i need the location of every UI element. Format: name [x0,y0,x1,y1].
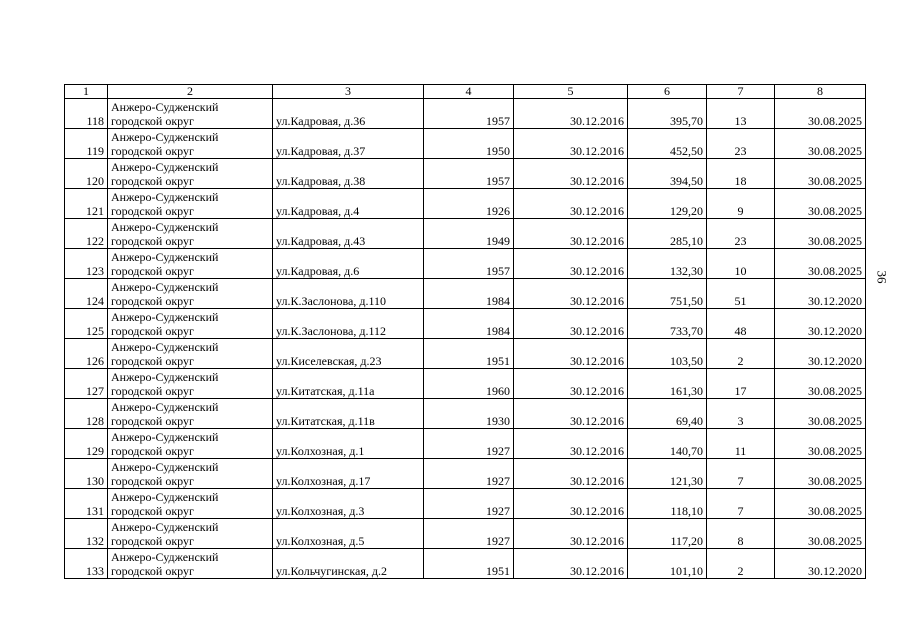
construction-year-cell: 1949 [424,219,514,249]
row-number-cell: 130 [65,459,108,489]
address-cell: ул.Кадровая, д.6 [273,249,424,279]
residents-count-cell: 23 [707,219,775,249]
area-cell: 69,40 [628,399,707,429]
address-cell: ул.Кадровая, д.43 [273,219,424,249]
housing-registry-table [64,84,866,579]
resettlement-term-cell: 30.08.2025 [775,159,866,189]
table-row [65,459,866,489]
residents-count-cell: 9 [707,189,775,219]
area-cell: 161,30 [628,369,707,399]
residents-count-cell: 51 [707,279,775,309]
table-row [65,519,866,549]
resettlement-term-cell: 30.08.2025 [775,519,866,549]
municipality-line-2: городской округ [111,564,194,578]
municipality-line-1: Анжеро-Судженский [111,280,219,294]
address-cell: ул.Китатская, д.11а [273,369,424,399]
municipality-cell [108,399,273,429]
residents-count-cell: 10 [707,249,775,279]
recognition-date-cell: 30.12.2016 [514,339,628,369]
column-number-5: 5 [514,85,628,99]
recognition-date-cell: 30.12.2016 [514,399,628,429]
address-cell: ул.Китатская, д.11в [273,399,424,429]
construction-year-cell: 1957 [424,99,514,129]
table-body [65,99,866,579]
recognition-date-cell: 30.12.2016 [514,189,628,219]
area-cell: 132,30 [628,249,707,279]
municipality-line-1: Анжеро-Судженский [111,370,219,384]
row-number-cell: 126 [65,339,108,369]
residents-count-cell: 2 [707,549,775,579]
recognition-date-cell: 30.12.2016 [514,249,628,279]
row-number-cell: 132 [65,519,108,549]
construction-year-cell: 1957 [424,159,514,189]
address-cell: ул.Колхозная, д.17 [273,459,424,489]
row-number-cell: 121 [65,189,108,219]
municipality-line-2: городской округ [111,324,194,338]
construction-year-cell: 1960 [424,369,514,399]
resettlement-term-cell: 30.08.2025 [775,129,866,159]
address-cell: ул.Кадровая, д.36 [273,99,424,129]
row-number-cell: 131 [65,489,108,519]
recognition-date-cell: 30.12.2016 [514,129,628,159]
area-cell: 103,50 [628,339,707,369]
recognition-date-cell: 30.12.2016 [514,459,628,489]
resettlement-term-cell: 30.08.2025 [775,489,866,519]
construction-year-cell: 1950 [424,129,514,159]
construction-year-cell: 1984 [424,309,514,339]
municipality-line-2: городской округ [111,384,194,398]
residents-count-cell: 3 [707,399,775,429]
municipality-line-2: городской округ [111,264,194,278]
address-cell: ул.К.Заслонова, д.110 [273,279,424,309]
column-number-row [65,85,866,99]
table-row [65,429,866,459]
resettlement-term-cell: 30.12.2020 [775,339,866,369]
area-cell: 452,50 [628,129,707,159]
construction-year-cell: 1930 [424,399,514,429]
construction-year-cell: 1951 [424,339,514,369]
construction-year-cell: 1927 [424,459,514,489]
address-cell: ул.Киселевская, д.23 [273,339,424,369]
address-cell: ул.Колхозная, д.1 [273,429,424,459]
municipality-line-1: Анжеро-Судженский [111,340,219,354]
recognition-date-cell: 30.12.2016 [514,489,628,519]
area-cell: 140,70 [628,429,707,459]
municipality-line-1: Анжеро-Судженский [111,100,219,114]
row-number-cell: 129 [65,429,108,459]
residents-count-cell: 23 [707,129,775,159]
table-row [65,339,866,369]
resettlement-term-cell: 30.08.2025 [775,459,866,489]
row-number-cell: 120 [65,159,108,189]
area-cell: 117,20 [628,519,707,549]
table-row [65,99,866,129]
resettlement-term-cell: 30.08.2025 [775,219,866,249]
column-number-3: 3 [273,85,424,99]
municipality-line-1: Анжеро-Судженский [111,490,219,504]
column-number-6: 6 [628,85,707,99]
construction-year-cell: 1926 [424,189,514,219]
row-number-cell: 118 [65,99,108,129]
municipality-cell [108,159,273,189]
residents-count-cell: 8 [707,519,775,549]
municipality-line-2: городской округ [111,414,194,428]
municipality-line-1: Анжеро-Судженский [111,430,219,444]
address-cell: ул.Кадровая, д.37 [273,129,424,159]
construction-year-cell: 1957 [424,249,514,279]
construction-year-cell: 1984 [424,279,514,309]
area-cell: 394,50 [628,159,707,189]
municipality-line-2: городской округ [111,534,194,548]
address-cell: ул.Кадровая, д.4 [273,189,424,219]
table-row [65,549,866,579]
municipality-cell [108,189,273,219]
construction-year-cell: 1951 [424,549,514,579]
page-number: 36 [874,270,890,284]
area-cell: 733,70 [628,309,707,339]
resettlement-term-cell: 30.08.2025 [775,249,866,279]
municipality-cell [108,279,273,309]
municipality-cell [108,489,273,519]
recognition-date-cell: 30.12.2016 [514,519,628,549]
recognition-date-cell: 30.12.2016 [514,549,628,579]
address-cell: ул.Колхозная, д.3 [273,489,424,519]
construction-year-cell: 1927 [424,519,514,549]
residents-count-cell: 18 [707,159,775,189]
recognition-date-cell: 30.12.2016 [514,429,628,459]
municipality-cell [108,309,273,339]
recognition-date-cell: 30.12.2016 [514,369,628,399]
municipality-line-2: городской округ [111,474,194,488]
column-number-7: 7 [707,85,775,99]
municipality-cell [108,249,273,279]
column-number-2: 2 [108,85,273,99]
resettlement-term-cell: 30.08.2025 [775,429,866,459]
address-cell: ул.Кадровая, д.38 [273,159,424,189]
municipality-line-2: городской округ [111,444,194,458]
table-row [65,489,866,519]
table-row [65,279,866,309]
municipality-line-1: Анжеро-Судженский [111,400,219,414]
area-cell: 395,70 [628,99,707,129]
municipality-line-1: Анжеро-Судженский [111,160,219,174]
residents-count-cell: 13 [707,99,775,129]
construction-year-cell: 1927 [424,489,514,519]
municipality-line-2: городской округ [111,204,194,218]
row-number-cell: 123 [65,249,108,279]
column-number-1: 1 [65,85,108,99]
row-number-cell: 128 [65,399,108,429]
resettlement-term-cell: 30.12.2020 [775,279,866,309]
resettlement-term-cell: 30.08.2025 [775,99,866,129]
resettlement-term-cell: 30.12.2020 [775,309,866,339]
municipality-line-1: Анжеро-Судженский [111,310,219,324]
municipality-line-2: городской округ [111,144,194,158]
table-row [65,249,866,279]
residents-count-cell: 48 [707,309,775,339]
municipality-line-1: Анжеро-Судженский [111,520,219,534]
municipality-cell [108,429,273,459]
resettlement-term-cell: 30.12.2020 [775,549,866,579]
recognition-date-cell: 30.12.2016 [514,219,628,249]
recognition-date-cell: 30.12.2016 [514,159,628,189]
resettlement-term-cell: 30.08.2025 [775,399,866,429]
area-cell: 118,10 [628,489,707,519]
table-row [65,399,866,429]
municipality-line-1: Анжеро-Судженский [111,190,219,204]
municipality-line-2: городской округ [111,174,194,188]
municipality-cell [108,549,273,579]
address-cell: ул.Кольчугинская, д.2 [273,549,424,579]
construction-year-cell: 1927 [424,429,514,459]
municipality-line-2: городской округ [111,114,194,128]
address-cell: ул.Колхозная, д.5 [273,519,424,549]
municipality-cell [108,459,273,489]
residents-count-cell: 11 [707,429,775,459]
municipality-line-1: Анжеро-Судженский [111,130,219,144]
area-cell: 285,10 [628,219,707,249]
area-cell: 129,20 [628,189,707,219]
municipality-cell [108,369,273,399]
residents-count-cell: 7 [707,459,775,489]
municipality-line-2: городской округ [111,234,194,248]
table-row [65,369,866,399]
table-row [65,219,866,249]
resettlement-term-cell: 30.08.2025 [775,369,866,399]
area-cell: 751,50 [628,279,707,309]
table-row [65,189,866,219]
residents-count-cell: 17 [707,369,775,399]
recognition-date-cell: 30.12.2016 [514,309,628,339]
municipality-line-2: городской округ [111,294,194,308]
table-row [65,309,866,339]
municipality-cell [108,129,273,159]
table-row [65,159,866,189]
municipality-cell [108,339,273,369]
municipality-line-2: городской округ [111,354,194,368]
municipality-line-1: Анжеро-Судженский [111,550,219,564]
residents-count-cell: 2 [707,339,775,369]
table-row [65,129,866,159]
area-cell: 101,10 [628,549,707,579]
row-number-cell: 133 [65,549,108,579]
municipality-line-1: Анжеро-Судженский [111,220,219,234]
municipality-line-2: городской округ [111,504,194,518]
recognition-date-cell: 30.12.2016 [514,279,628,309]
address-cell: ул.К.Заслонова, д.112 [273,309,424,339]
recognition-date-cell: 30.12.2016 [514,99,628,129]
area-cell: 121,30 [628,459,707,489]
row-number-cell: 124 [65,279,108,309]
row-number-cell: 122 [65,219,108,249]
row-number-cell: 127 [65,369,108,399]
row-number-cell: 119 [65,129,108,159]
residents-count-cell: 7 [707,489,775,519]
municipality-cell [108,219,273,249]
municipality-line-1: Анжеро-Судженский [111,460,219,474]
municipality-cell [108,99,273,129]
resettlement-term-cell: 30.08.2025 [775,189,866,219]
row-number-cell: 125 [65,309,108,339]
municipality-cell [108,519,273,549]
column-number-4: 4 [424,85,514,99]
municipality-line-1: Анжеро-Судженский [111,250,219,264]
column-number-8: 8 [775,85,866,99]
